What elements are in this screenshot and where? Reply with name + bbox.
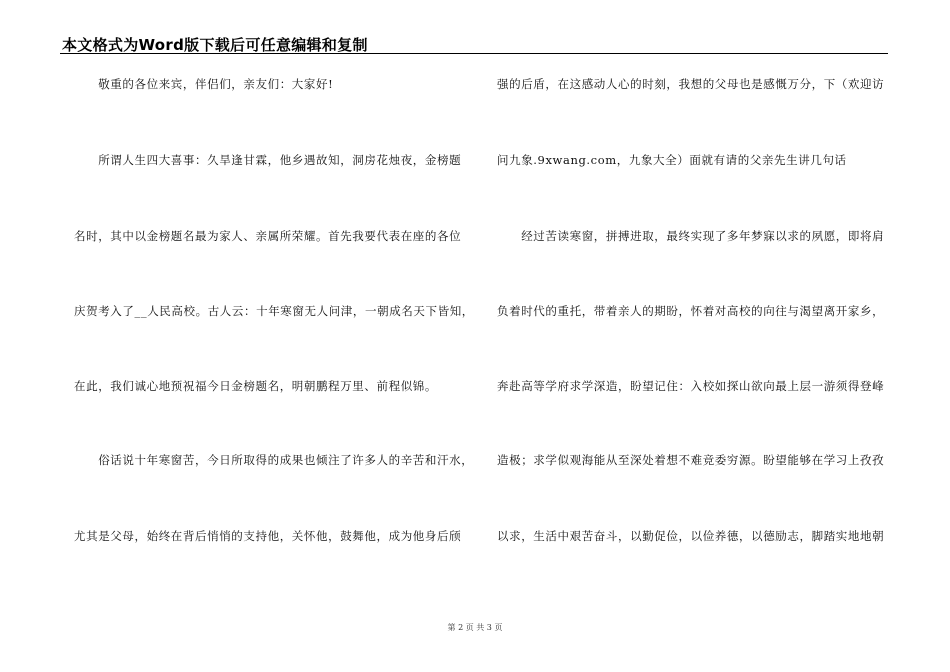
- text-line: 造极；求学似观海能从至深处着想不难竞委穷源。盼望能够在学习上孜孜: [497, 453, 885, 467]
- text-line: 负着时代的重托，带着亲人的期盼，怀着对高校的向往与渴望离开家乡，: [497, 304, 885, 318]
- text-line: 敬重的各位来宾，伴侣们，亲友们：大家好!: [74, 77, 334, 91]
- page-number-footer: 第 2 页 共 3 页: [447, 623, 503, 632]
- text-line: 尤其是父母，始终在背后悄悄的支持他，关怀他，鼓舞他，成为他身后颀: [74, 529, 462, 543]
- text-line: 强的后盾，在这感动人心的时刻，我想的父母也是感慨万分，下（欢迎访: [497, 77, 885, 91]
- header-divider: [60, 53, 888, 54]
- text-line: 俗话说十年寒窗苦，今日所取得的成果也倾注了许多人的辛苦和汗水，: [74, 453, 474, 467]
- text-line: 问九象.9xwang.com，九象大全）面就有请的父亲先生讲几句话: [497, 153, 847, 167]
- page-header-title: 本文格式为Word版下载后可任意编辑和复制: [62, 36, 368, 54]
- text-line: 奔赴高等学府求学深造，盼望记住：入校如探山欲向最上层一游须得登峰: [497, 379, 885, 393]
- text-line: 经过苦读寒窗，拼搏进取，最终实现了多年梦寐以求的夙愿，即将肩: [497, 229, 885, 243]
- text-line: 名时，其中以金榜题名最为家人、亲属所荣耀。首先我要代表在座的各位: [74, 229, 462, 243]
- text-line: 在此，我们诚心地预祝福今日金榜题名，明朝鹏程万里、前程似锦。: [74, 379, 437, 393]
- text-line: 庆贺考入了__人民高校。古人云：十年寒窗无人问津，一朝成名天下皆知，: [74, 304, 474, 318]
- text-line: 以求，生活中艰苦奋斗，以勤促俭，以俭养德，以德励志，脚踏实地地朝: [497, 529, 885, 543]
- text-line: 所谓人生四大喜事：久旱逢甘霖，他乡遇故知，洞房花烛夜，金榜题: [74, 153, 462, 167]
